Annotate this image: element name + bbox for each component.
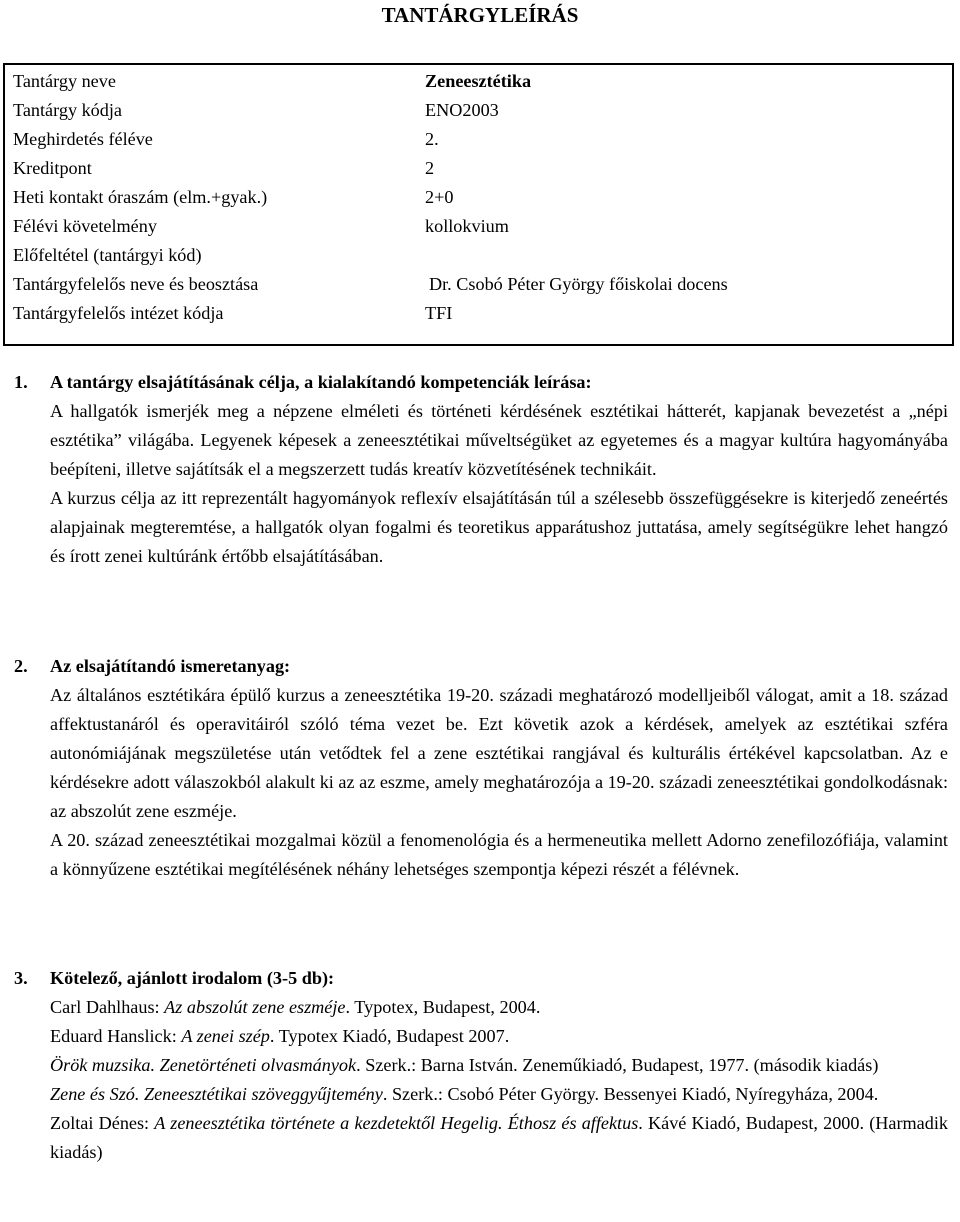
info-value: 2. <box>425 129 439 149</box>
info-label: Tantárgy kódja <box>13 100 122 120</box>
ref-author: Eduard Hanslick: <box>50 1026 182 1046</box>
section-literature <box>14 964 948 1167</box>
section-heading <box>14 652 948 681</box>
ref-author: Zoltai Dénes: <box>50 1113 155 1133</box>
info-label: Előfeltétel (tantárgyi kód) <box>13 245 202 265</box>
info-label: Tantárgyfelelős intézet kódja <box>13 303 224 323</box>
ref-author: Carl Dahlhaus: <box>50 997 165 1017</box>
info-value: 2+0 <box>425 187 454 207</box>
paragraph: A kurzus célja az itt reprezentált hagyományok reflexív elsajátításán túl a szélesebb összefüggésekre is kiterjedő zeneértés alapjainak megteremtése, a hallgatók olyan fogalmi és teoretikus apparátushoz juttatása, amely segítségükre lehet hangzó és írott zenei kultúránk értőbb elsajátításában. <box>50 488 948 566</box>
paragraph: A 20. század zeneesztétikai mozgalmai közül a fenomenológia és a hermeneutika mellett Adorno zenefilozófiája, valamint a könnyűzene esztétikai megítélésének néhány lehetséges szempontja képezi részét a félévnek. <box>50 830 948 879</box>
info-label: Félévi követelmény <box>13 216 157 236</box>
paragraph: A hallgatók ismerjék meg a népzene elméleti és történeti kérdésének esztétikai hátterét, kapjanak bevezetést a „népi esztétika” világába. Legyenek képesek a zeneesztétikai műveltségüket az egyetemes és a magyar kultúra hagyományába beépíteni, illetve sajátítsák el a megszerzett tudás kreatív közvetítésének technikáit. <box>50 401 948 479</box>
ref-title: Az abszolút zene eszméje <box>164 997 346 1017</box>
paragraph: Az általános esztétikára épülő kurzus a zeneesztétika 19-20. századi meghatározó modelljeiből válogat, amit a 18. század affektustanáról és operavitáiról szóló téma vezet be. Ezt követik azok a kérdések, amelyek az esztétikai szféra autonómiájának megszületése után vetődtek fel a zene esztétikai rangjával és kulturális értékével kapcsolatban. Az e kérdésekre adott válaszokból alakult ki az az eszme, amely meghatározója a 19-20. századi zeneesztétikai gondolkodásnak: az abszolút zene eszméje. <box>50 685 948 821</box>
section-title: Kötelező, ajánlott irodalom (3-5 db): <box>50 968 335 988</box>
info-value: kollokvium <box>425 216 509 236</box>
ref-title: Zene és Szó. Zeneesztétikai szöveggyűjtemény <box>50 1084 383 1104</box>
ref-title: A zenei szép <box>181 1026 270 1046</box>
info-label: Tantárgyfelelős neve és beosztása <box>13 274 259 294</box>
section-content <box>14 652 948 884</box>
ref-details: . Typotex Kiadó, Budapest 2007. <box>269 1026 510 1046</box>
reference-item <box>50 1109 948 1167</box>
ref-details: . Kávé Kiadó, Budapest, 2000. (Harmadik kiadás) <box>50 1113 948 1162</box>
info-label: Heti kontakt óraszám (elm.+gyak.) <box>13 187 268 207</box>
section-number: 1. <box>14 372 28 392</box>
reference-item <box>50 1051 948 1080</box>
info-value: TFI <box>425 303 453 323</box>
info-label: Kreditpont <box>13 158 92 178</box>
info-label: Tantárgy neve <box>13 71 116 91</box>
section-title: A tantárgy elsajátításának célja, a kialakítandó kompetenciák leírása: <box>50 372 592 392</box>
info-value: Dr. Csobó Péter György főiskolai docens <box>429 274 728 294</box>
section-heading <box>14 368 948 397</box>
section-number: 2. <box>14 656 28 676</box>
course-info-table <box>3 63 954 346</box>
ref-details: . Szerk.: Csobó Péter György. Bessenyei Kiadó, Nyíregyháza, 2004. <box>382 1084 879 1104</box>
ref-details: . Szerk.: Barna István. Zeneműkiadó, Budapest, 1977. (második kiadás) <box>356 1055 879 1075</box>
reference-item <box>50 1022 948 1051</box>
reference-item <box>50 993 948 1022</box>
section-title: Az elsajátítandó ismeretanyag: <box>50 656 291 676</box>
section-heading <box>14 964 948 993</box>
section-goals <box>14 368 948 571</box>
page-title: TANTÁRGYLEÍRÁS <box>381 3 579 27</box>
reference-item <box>50 1080 948 1109</box>
info-value: Zeneesztétika <box>425 71 532 91</box>
ref-title: Örök muzsika. Zenetörténeti olvasmányok <box>50 1055 357 1075</box>
ref-details: . Typotex, Budapest, 2004. <box>345 997 541 1017</box>
section-number: 3. <box>14 968 28 988</box>
info-value: ENO2003 <box>425 100 499 120</box>
ref-title: A zeneesztétika története a kezdetektől Hegelig. Éthosz és affektus <box>154 1113 639 1133</box>
info-label: Meghirdetés féléve <box>13 129 153 149</box>
info-value: 2 <box>425 158 435 178</box>
